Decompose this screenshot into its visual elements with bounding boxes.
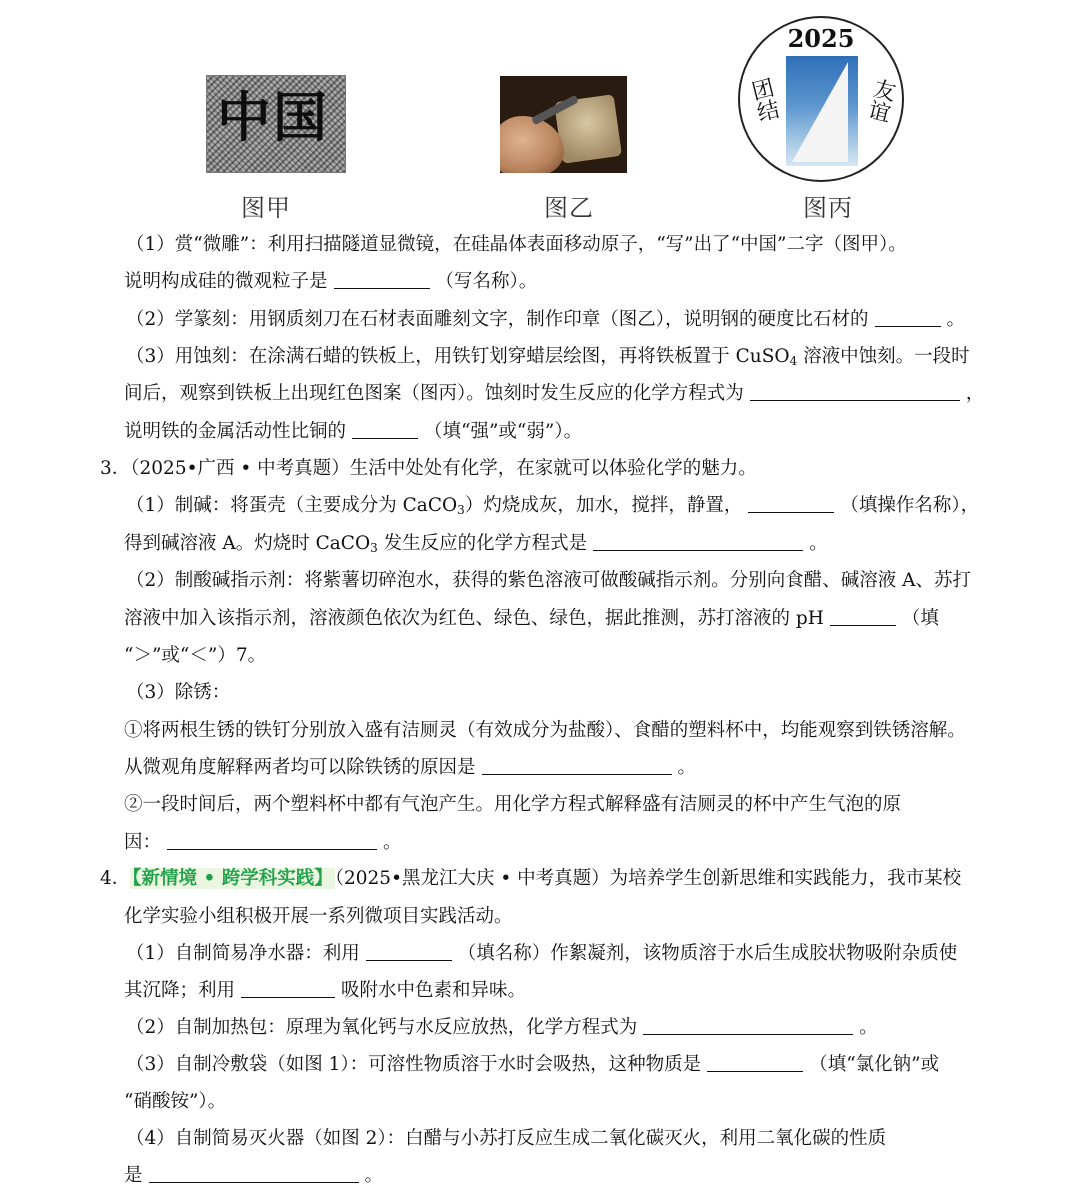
text: （填名称）作絮凝剂，该物质溶于水后生成胶状物吸附杂质使	[457, 943, 958, 964]
answer-blank[interactable]	[875, 308, 941, 327]
answer-blank[interactable]	[334, 270, 430, 289]
context-tag: 【新情境 • 跨学科实践】	[132, 868, 333, 889]
text: 。	[946, 309, 966, 330]
text: （3）自制冷敷袋（如图 1）：可溶性物质溶于水时会吸热，这种物质是	[126, 1054, 702, 1075]
q2-part2-line	[126, 308, 965, 332]
text: 间后，观察到铁板上出现红色图案（图丙）。蚀刻时发生反应的化学方程式为	[124, 383, 744, 404]
stm-image-figure-a	[206, 75, 346, 173]
medal-right-text: 友谊	[863, 75, 898, 125]
q3-part2-line1: （2）制酸碱指示剂：将紫薯切碎泡水，获得的紫色溶液可做酸碱指示剂。分别向食醋、碱溶液 A、苏打	[126, 570, 972, 591]
text: ）灼烧成灰，加水，搅拌，静置，	[464, 495, 743, 516]
text: （2）自制加热包：原理为氧化钙与水反应放热，化学方程式为	[126, 1017, 638, 1038]
answer-blank[interactable]	[830, 607, 896, 626]
text: 得到碱溶液 A。灼烧时 CaCO	[124, 533, 371, 554]
answer-blank[interactable]	[241, 979, 335, 998]
stm-characters: 中国	[217, 86, 329, 149]
answer-blank[interactable]	[167, 831, 377, 850]
text: （2）学篆刻：用钢质刻刀在石材表面雕刻文字，制作印章（图乙），说明钢的硬度比石材的	[126, 309, 869, 330]
q2-part3-line2	[124, 382, 984, 406]
q4-part3-line2: “硝酸铵”）。	[124, 1091, 227, 1112]
medal-left-text: 团结	[746, 75, 781, 125]
q2-part1-line2	[124, 270, 537, 294]
q3-part3-sub1-line2	[124, 756, 696, 780]
subscript: 3	[370, 541, 378, 555]
text: 从微观角度解释两者均可以除铁锈的原因是	[124, 757, 476, 778]
text: （填操作名称），	[840, 495, 980, 516]
text: （写名称）。	[435, 271, 538, 292]
text: 。	[383, 832, 402, 853]
q3-part2-line2	[124, 607, 939, 631]
q4-part1-line2	[124, 979, 526, 1003]
answer-blank[interactable]	[366, 942, 452, 961]
q3-part1-line1	[126, 494, 979, 522]
q2-part1-line1: （1）赏“微雕”：利用扫描隧道显微镜，在硅晶体表面移动原子，“写”出了“中国”二字（图甲）。	[126, 234, 907, 255]
q4-part1-line1	[126, 942, 957, 966]
q4-part4-line2	[124, 1164, 383, 1188]
text: 说明构成硅的微观粒子是	[124, 271, 328, 292]
answer-blank[interactable]	[352, 420, 418, 439]
answer-blank[interactable]	[748, 494, 834, 513]
text: 。	[809, 533, 828, 554]
hand-shape	[500, 116, 564, 173]
text: （填	[901, 608, 939, 629]
text: （1）自制简易净水器：利用	[126, 943, 360, 964]
q3-part1-line2	[124, 532, 828, 560]
text: 吸附水中色素和异味。	[341, 980, 527, 1001]
q3-part3-sub2-line2	[124, 831, 402, 855]
answer-blank[interactable]	[643, 1016, 853, 1035]
text: 发生反应的化学方程式是	[377, 533, 588, 554]
q4-part2-line	[126, 1016, 878, 1040]
q3-part3-sub1-line1: ①将两根生锈的铁钉分别放入盛有洁厕灵（有效成分为盐酸）、食醋的塑料杯中，均能观察到铁锈溶解。	[124, 720, 966, 741]
answer-blank[interactable]	[707, 1053, 803, 1072]
q3-part3-sub2-line1: ②一段时间后，两个塑料杯中都有气泡产生。用化学方程式解释盛有洁厕灵的杯中产生气泡的原	[124, 794, 902, 815]
question-number: 4．	[100, 868, 131, 889]
text: 。	[364, 1165, 384, 1186]
q4-part4-line1: （4）自制简易灭火器（如图 2）：白醋与小苏打反应生成二氧化碳灭火，利用二氧化碳的性质	[126, 1128, 887, 1149]
q4-part3-line1	[126, 1053, 939, 1077]
caption-figure-a: 图甲	[241, 194, 291, 222]
q3-part3-heading: （3）除锈：	[126, 682, 231, 703]
medal-year: 2025	[787, 24, 855, 53]
text: （填“氯化钠”或	[809, 1054, 940, 1075]
sail-shape	[792, 62, 848, 162]
text: （1）制碱：将蛋壳（主要成分为 CaCO	[126, 495, 458, 516]
q3-stem: 3．（2025•广西 • 中考真题）生活中处处有化学，在家就可以体验化学的魅力。	[100, 458, 757, 479]
sail-photo	[786, 56, 858, 166]
text: （3）用蚀刻：在涂满石蜡的铁板上，用铁钉划穿蜡层绘图，再将铁板置于 CuSO	[126, 346, 790, 367]
q3-part2-line3: “＞”或“＜”）7。	[124, 645, 267, 666]
text: 溶液中加入该指示剂，溶液颜色依次为红色、绿色、绿色，据此推测，苏打溶液的 pH	[124, 608, 824, 629]
answer-blank[interactable]	[750, 382, 960, 401]
text: 其沉降；利用	[124, 980, 236, 1001]
text: 说明铁的金属活动性比铜的	[124, 421, 347, 442]
q4-stem-line2: 化学实验小组积极开展一系列微项目实践活动。	[124, 906, 513, 927]
seal-carving-photo-figure-b	[500, 76, 627, 173]
caption-figure-b: 图乙	[544, 194, 594, 222]
subscript: 3	[457, 503, 465, 517]
text: （填“强”或“弱”）。	[424, 421, 583, 442]
text: （2025•黑龙江大庆 • 中考真题）为培养学生创新思维和实践能力，我市某校	[334, 868, 962, 889]
answer-blank[interactable]	[149, 1164, 359, 1183]
answer-blank[interactable]	[482, 756, 672, 775]
text: 。	[859, 1017, 878, 1038]
q2-part3-line3	[124, 420, 582, 444]
figures-row	[0, 0, 1080, 225]
text: ，	[965, 383, 985, 404]
caption-figure-c: 图丙	[803, 194, 853, 222]
text: 是	[124, 1165, 143, 1186]
subscript: 4	[789, 354, 798, 368]
answer-blank[interactable]	[593, 532, 803, 551]
text: 因：	[124, 832, 162, 853]
etched-medal-figure-c	[738, 16, 904, 182]
q4-stem-line1	[100, 867, 961, 891]
text: 溶液中蚀刻。一段时	[797, 346, 970, 367]
text: 。	[677, 757, 697, 778]
q2-part3-line1	[126, 345, 970, 373]
